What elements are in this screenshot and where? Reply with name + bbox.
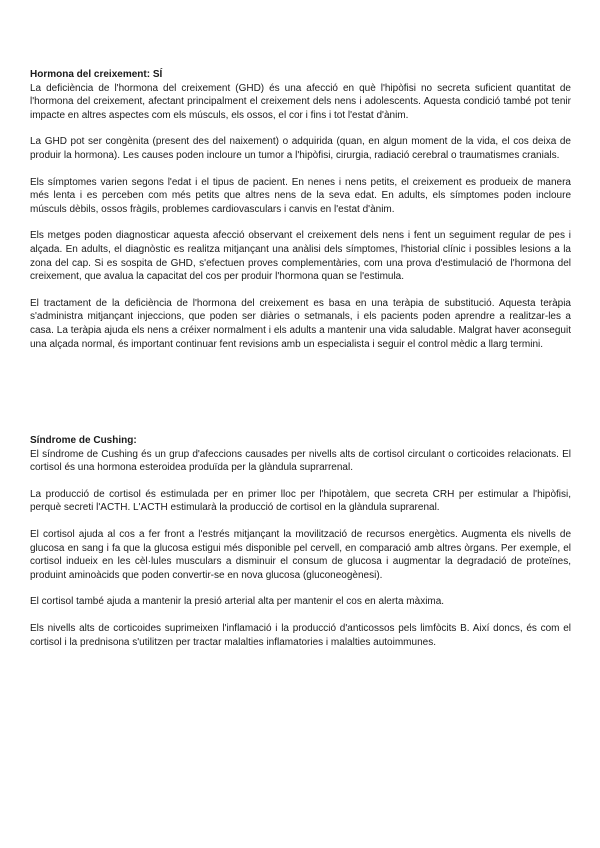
section-spacer [30,364,571,434]
paragraph: El tractament de la deficiència de l'hormona del creixement es basa en una teràpia de substitució. Aquesta teràpia s'administra mitjançant injeccions, que poden ser diàries o setmanals, i els pacients poden aprendre a realitzar-les a casa. La teràpia ajuda els nens a créixer normalment i els adults a mantenir una vida saludable. Malgrat haver aconseguit una alçada normal, és important continuar fent revisions amb un especialista i seguir el control mèdic a llarg termini. [30,297,571,350]
section-title: Síndrome de Cushing: [30,435,137,447]
paragraph: Els símptomes varien segons l'edat i el tipus de pacient. En nenes i nens petits, el creixement es produeix de manera més lenta i es perceben com més petits que altres nens de la seva edat. En adults, els símptomes poden incloure músculs dèbils, ossos fràgils, problemes cardiovasculars i canvis en l'estat d'ànim. [30,176,571,215]
document-page [30,68,571,662]
paragraph: La GHD pot ser congènita (present des del naixement) o adquirida (quan, en algun moment de la vida, el cos deixa de produir la hormona). Les causes poden incloure un tumor a l'hipòfisi, cirurgia, radiació cerebral o traumatismes cranials. [30,136,571,161]
paragraph: La deficiència de l'hormona del creixement (GHD) és una afecció en què l'hipòfisi no secreta suficient quantitat de l'hormona del creixement, afectant principalment el creixement dels nens i adolescents. Aquesta condició també pot tenir impacte en altres aspectes com els músculs, els ossos, el cor i fins i tot l'estat d'ànim. [30,82,571,121]
paragraph: El cortisol ajuda al cos a fer front a l'estrés mitjançant la movilització de recursos energètics. Augmenta els nivells de glucosa en sang i fa que la glucosa estigui més disponible pel cervell, en comparació amb altres òrgans. Per exemple, el cortisol indueix en les cèl·lules musculars a disminuir el consum de glucosa i augmentar la degradació de proteïnes, produint aminoàcids que poden convertir-se en nova glucosa (gluconeogènesi). [30,529,571,581]
section-growth-hormone [30,68,571,351]
paragraph: Els metges poden diagnosticar aquesta afecció observant el creixement dels nens i fent un seguiment regular de pes i alçada. En adults, el diagnòstic es realitza mitjançant una anàlisi dels símptomes, l'historial clínic i possibles lesions a la zona del cap. Si es sospita de GHD, s'efectuen proves complementàries, com una prova d'estimulació de l'hormona del creixement, que avalua la capacitat del cos per produir l'hormona quan se l'estimula. [30,230,571,283]
paragraph: El cortisol també ajuda a mantenir la presió arterial alta per mantenir el cos en alerta màxima. [30,596,445,608]
paragraph: El síndrome de Cushing és un grup d'afeccions causades per nivells alts de cortisol circulant o corticoides relacionats. El cortisol és una hormona esteroidea produïda per la glàndula suprarrenal. [30,448,571,474]
section-title: Hormona del creixement: SÍ [30,69,163,80]
section-cushing [30,434,571,649]
paragraph: Els nivells alts de corticoides suprimeixen l'inflamació i la producció d'anticossos pels limfòcits B. Així doncs, és com el cortisol i la prednisona s'utilitzen per tractar malalties inflamatories i malalties autoimmunes. [30,623,571,648]
paragraph: La producció de cortisol és estimulada per en primer lloc per l'hipotàlem, que secreta CRH per estimular a l'hipòfisi, perquè secreti l'ACTH. L'ACTH estimularà la producció de cortisol en la glàndula suprarenal. [30,488,571,514]
